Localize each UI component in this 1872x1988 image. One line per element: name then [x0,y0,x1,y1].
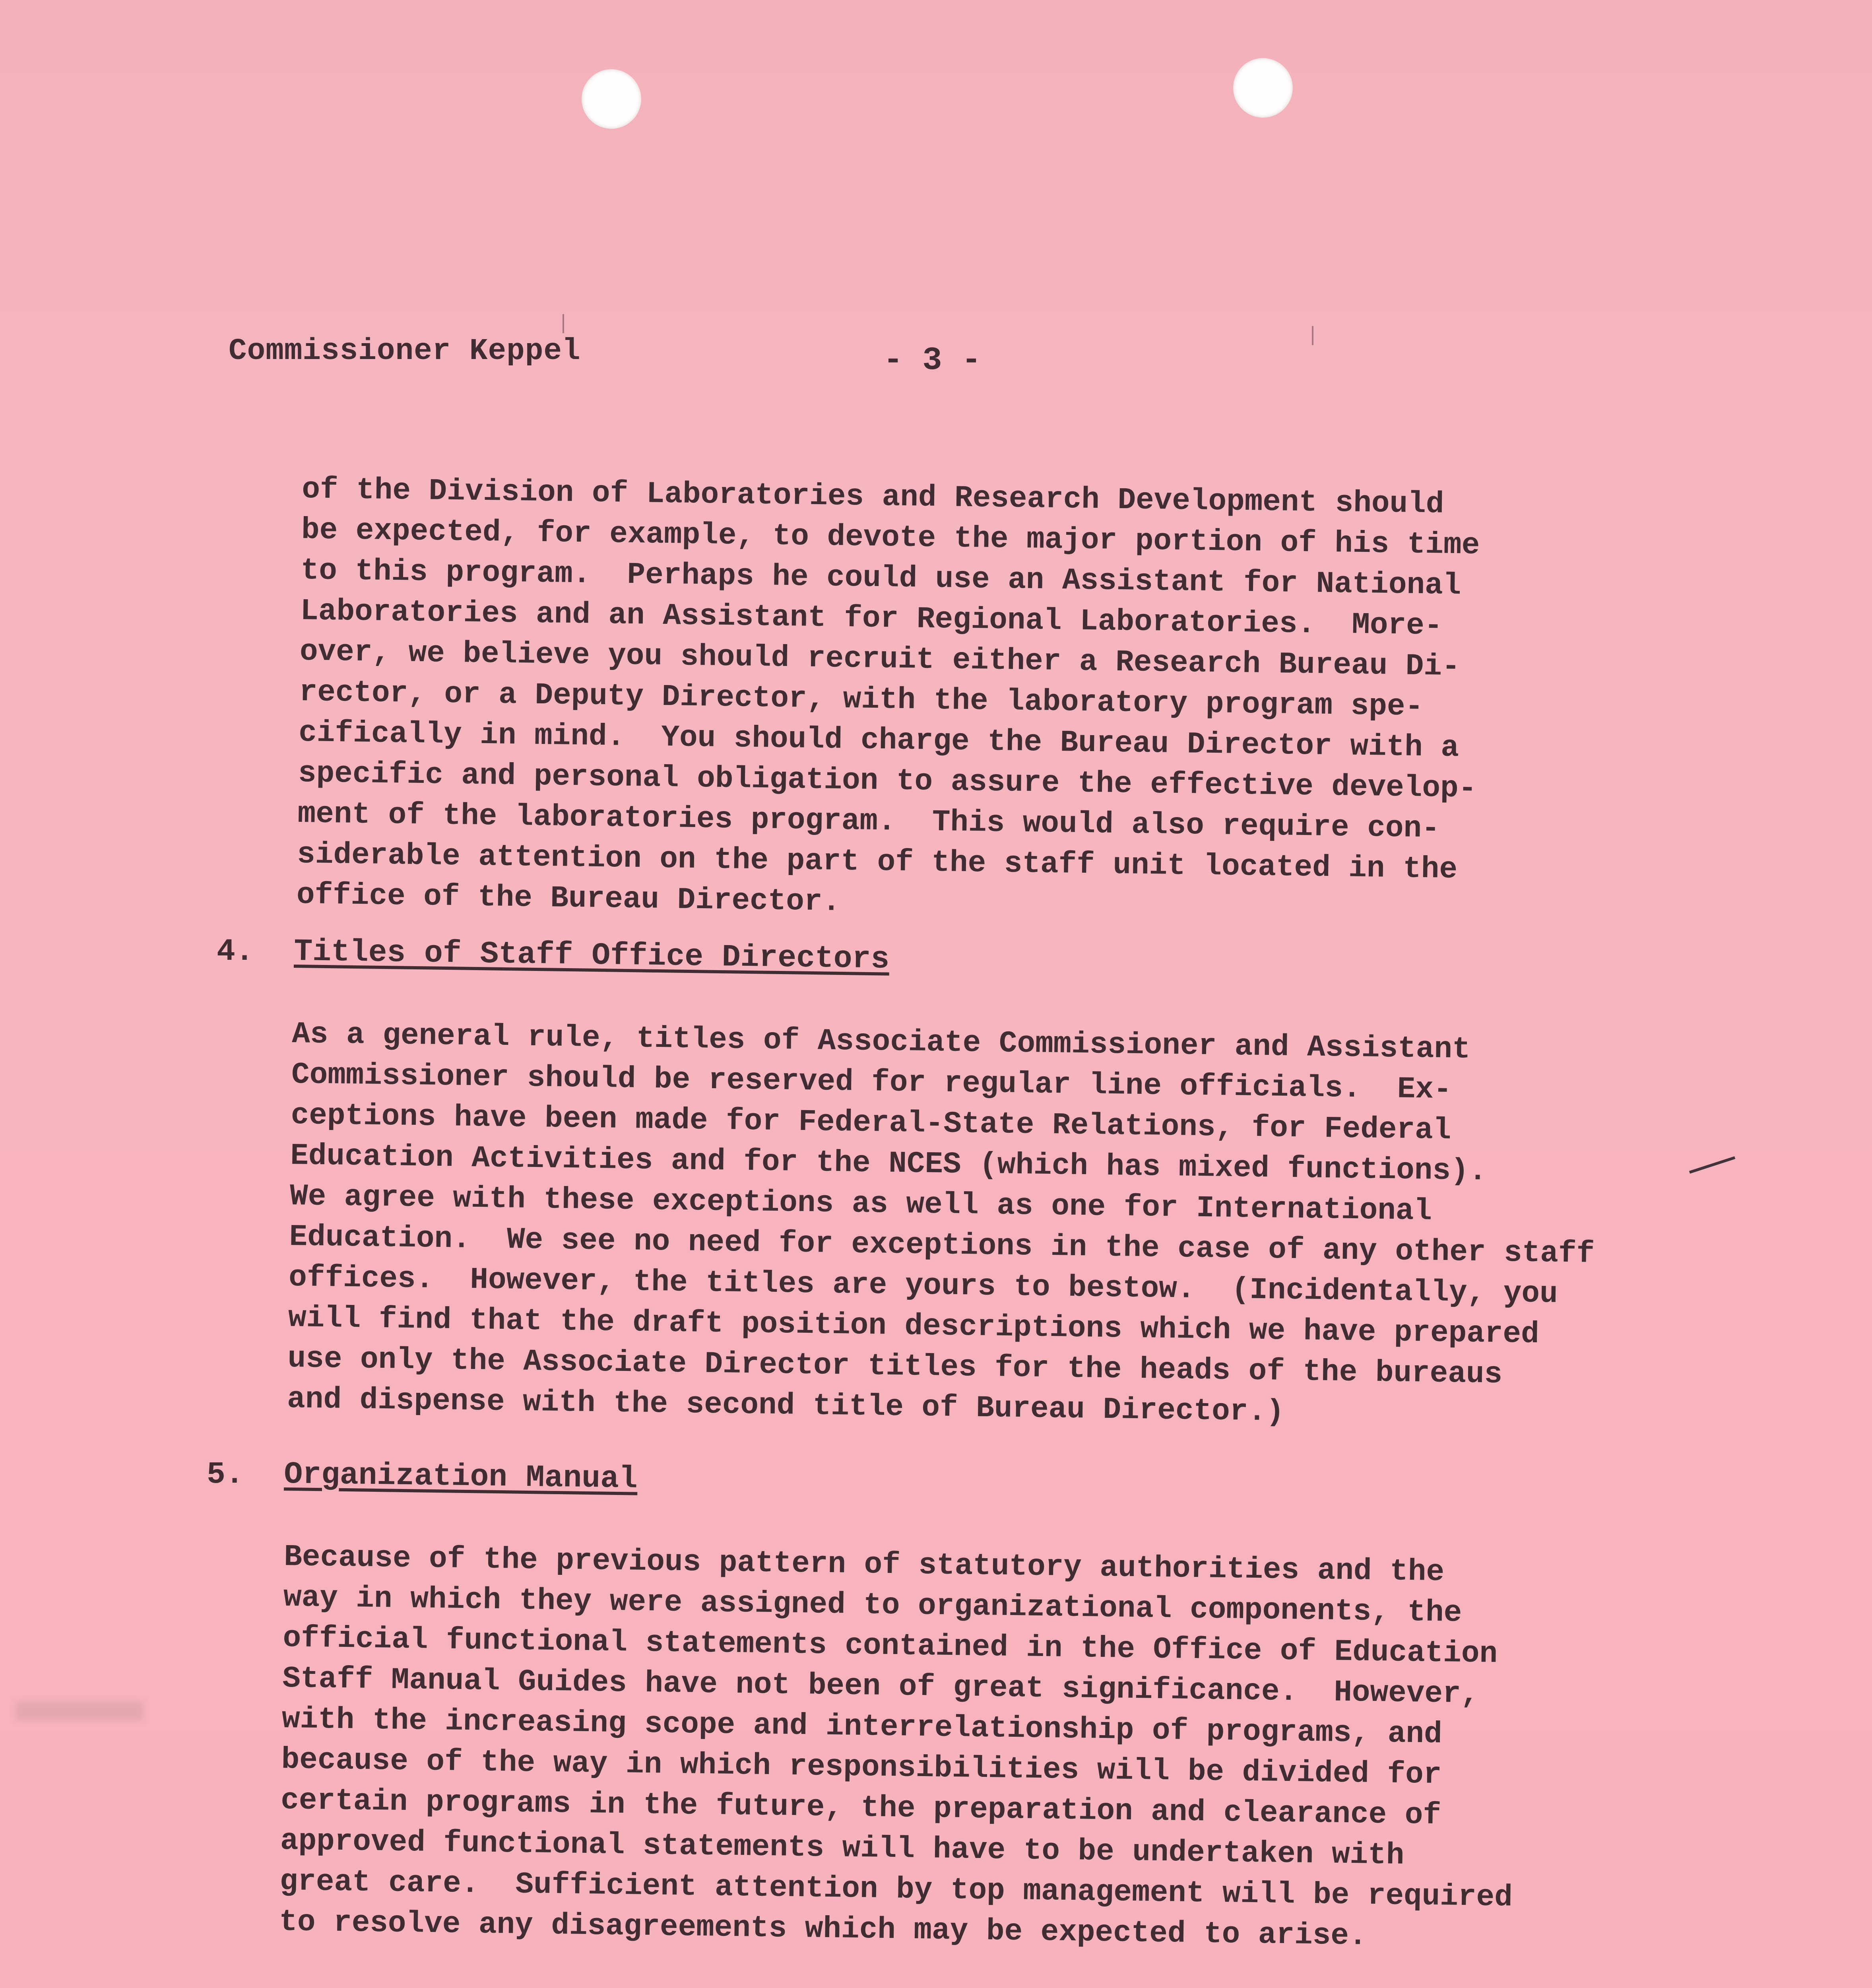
section-4-title: Titles of Staff Office Directors [293,934,890,977]
section-5-paragraph: Because of the previous pattern of statutory authorities and the way in which they were assigned to organizational components, the official functional statements contained in the Office of Education Staff Manual Guides have not been of great significance. However, with the increasing scope and interrelationship of programs, and because of the way in which responsibilities will be divided for certain programs in the future, the preparation and clearance of approved functional statements will have to be undertaken with great care. Sufficient attention by top management will be required to resolve any disagreements which may be expected to arise. [279,1540,1513,1953]
punch-hole-left [582,69,641,129]
opening-paragraph: of the Division of Laboratories and Research Development should be expected, for example, to devote the major portion of his time to this program. Perhaps he could use an Assistant for National Laboratories and an Assistant for Regional Laboratories. More- over, we believe you should recruit either a Research Bureau Di- rector, or a Deputy Director, with the laboratory program spe- cifically in mind. You should charge the Bureau Director with a specific and personal obligation to assure the effective develop- ment of the laboratories program. This would also require con- siderable attention on the part of the staff unit located in the office of the Bureau Director. [296,472,1480,919]
stray-mark [563,314,570,333]
section-5-number: 5. [207,1457,244,1492]
punch-hole-right [1233,58,1293,118]
section-4-paragraph: As a general rule, titles of Associate Commissioner and Assistant Commissioner should be reserved for regular line officials. Ex- ceptions have been made for Federal-State Relations, for Federal Education Activities and for the NCES (which has mixed functions). We agree with these exceptions as well as one for International Education. We see no need for exceptions in the case of any other staff offices. However, the titles are yours to bestow. (Incidentally, you will find that the draft position descriptions which we have prepared use only the Associate Director titles for the heads of the bureaus and dispense with the second title of Bureau Director.) [287,1017,1595,1429]
section-4-number: 4. [217,934,254,969]
faded-margin-mark [16,1702,143,1720]
pen-mark [1689,1156,1735,1174]
stray-mark [1312,326,1320,345]
page-number: - 3 - [883,342,982,379]
recipient-header: Commissioner Keppel [229,334,581,368]
section-5-title: Organization Manual [283,1457,638,1497]
